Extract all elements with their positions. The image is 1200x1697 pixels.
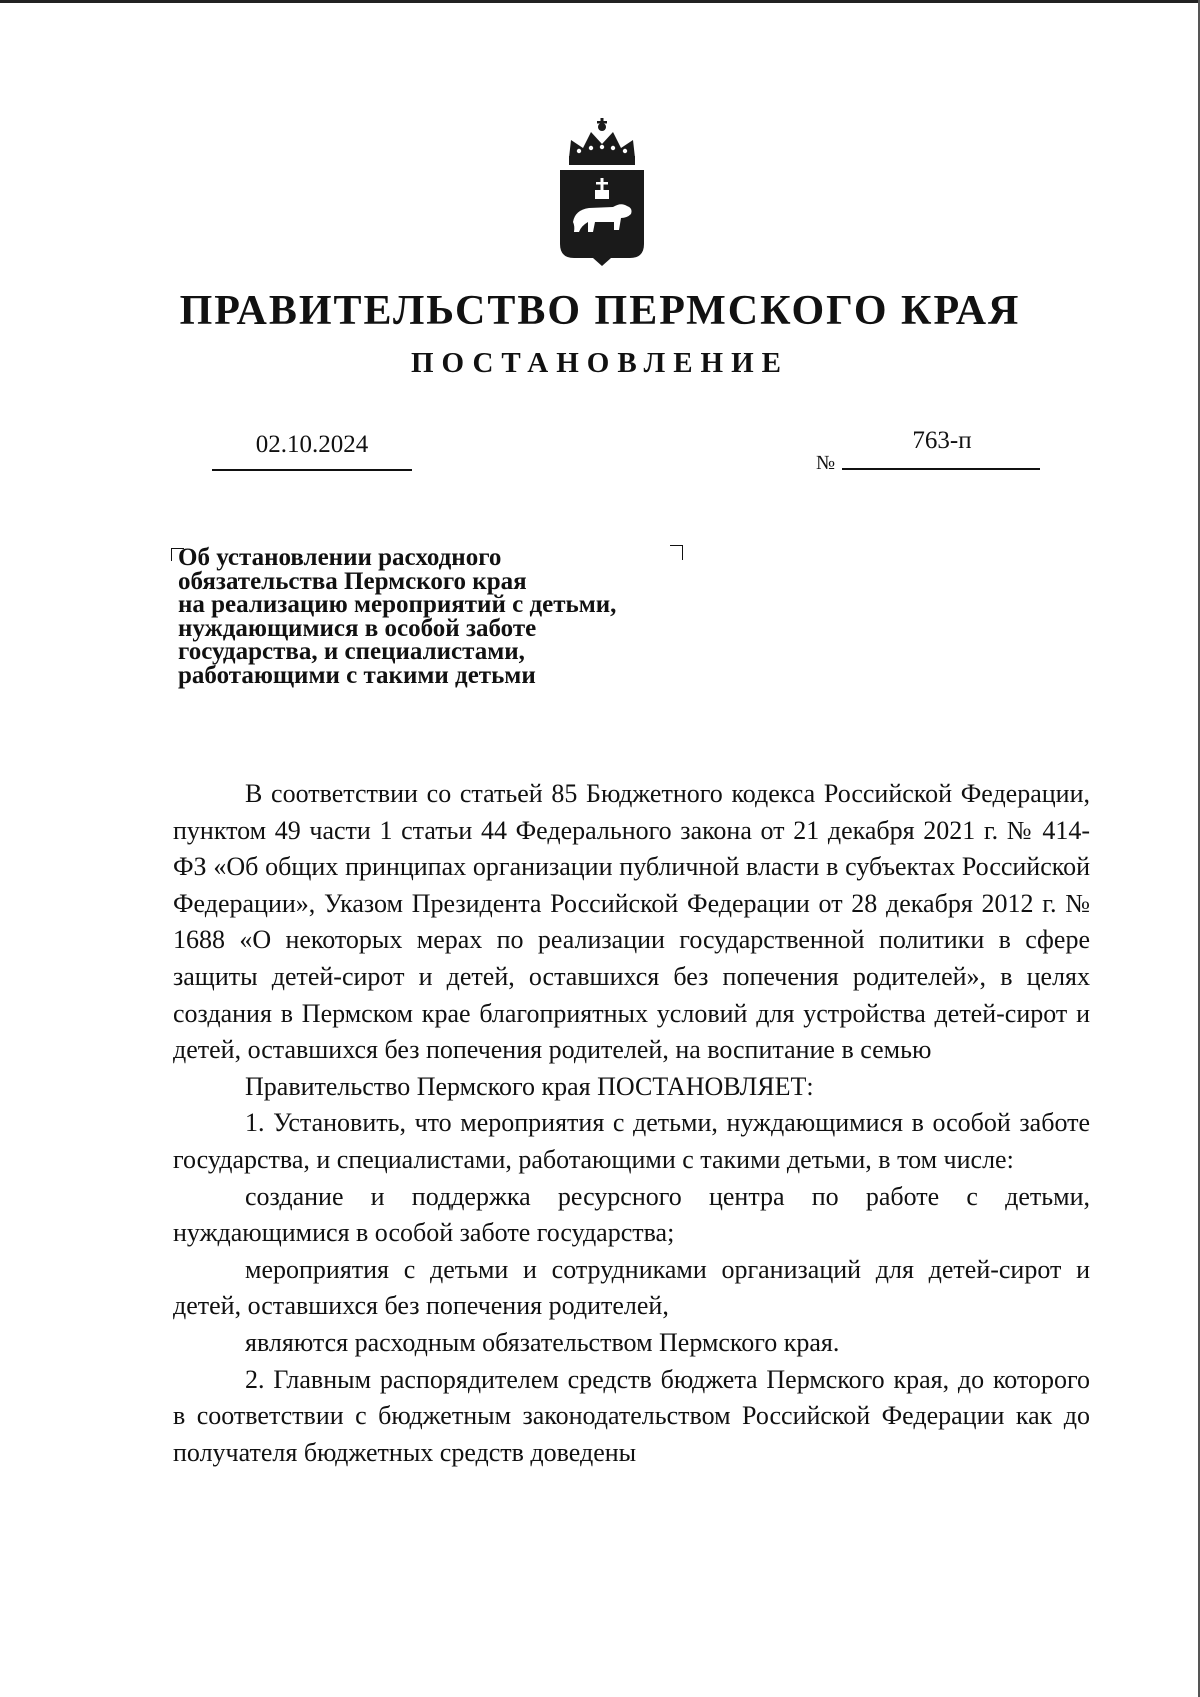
perm-krai-coat-of-arms-icon [555, 118, 649, 268]
preamble-paragraph: В соответствии со статьей 85 Бюджетного кодекса Российской Федерации, пунктом 49 части 1 статьи 44 Федерального закона от 21 декабря 2021 г. № 414-ФЗ «Об общих принципах организации публичной власти в субъектах Российской Федерации», Указом Президента Российской Федерации от 28 декабря 2012 г. № 1688 «О некоторых мерах по реализации государственной политики в сфере защиты детей-сирот и детей, оставшихся без попечения родителей», в целях создания в Пермском крае благоприятных условий для устройства детей-сирот и детей, оставшихся без попечения родителей, на воспитание в семью [173, 779, 1090, 1065]
number-sign: № [816, 452, 836, 474]
document-number: 763-п [912, 427, 972, 454]
title-line: работающими с такими детьми [178, 661, 536, 689]
clause-1-item-events: мероприятия с детьми и сотрудниками организаций для детей-сирот и детей, оставшихся без попечения родителей, [173, 1254, 1090, 1321]
clause-1-conclusion: являются расходным обязательством Пермского края. [245, 1327, 840, 1357]
document-body [173, 776, 1090, 1471]
title-line: Об установлении расходного [178, 544, 502, 571]
document-type: ПОСТАНОВЛЕНИЕ [410, 347, 789, 379]
title-line: на реализацию мероприятий с детьми, [178, 591, 617, 618]
document-date: 02.10.2024 [255, 431, 369, 458]
resolution-statement: Правительство Пермского края ПОСТАНОВЛЯЕТ: [245, 1071, 814, 1101]
title-line: обязательства Пермского края [178, 567, 527, 595]
document-title [178, 546, 698, 687]
number-underline [842, 468, 1040, 470]
scan-top-border [0, 0, 1200, 3]
clause-1-item-resource-center: создание и поддержка ресурсного центра по работе с детьми, нуждающимися в особой заботе государства; [173, 1181, 1090, 1248]
organization-name: ПРАВИТЕЛЬСТВО ПЕРМСКОГО КРАЯ [179, 288, 1021, 334]
clause-2-paragraph: 2. Главным распорядителем средств бюджета Пермского края, до которого в соответствии с бюджетным законодательством Российской Федерации как до получателя бюджетных средств доведены [173, 1364, 1090, 1467]
clause-1-paragraph: 1. Установить, что мероприятия с детьми, нуждающимися в особой заботе государства, и специалистами, работающими с такими детьми, в том числе: [173, 1108, 1090, 1174]
title-line: государства, и специалистами, [178, 638, 525, 665]
title-line: нуждающимися в особой заботе [178, 614, 537, 642]
date-underline [212, 469, 412, 471]
